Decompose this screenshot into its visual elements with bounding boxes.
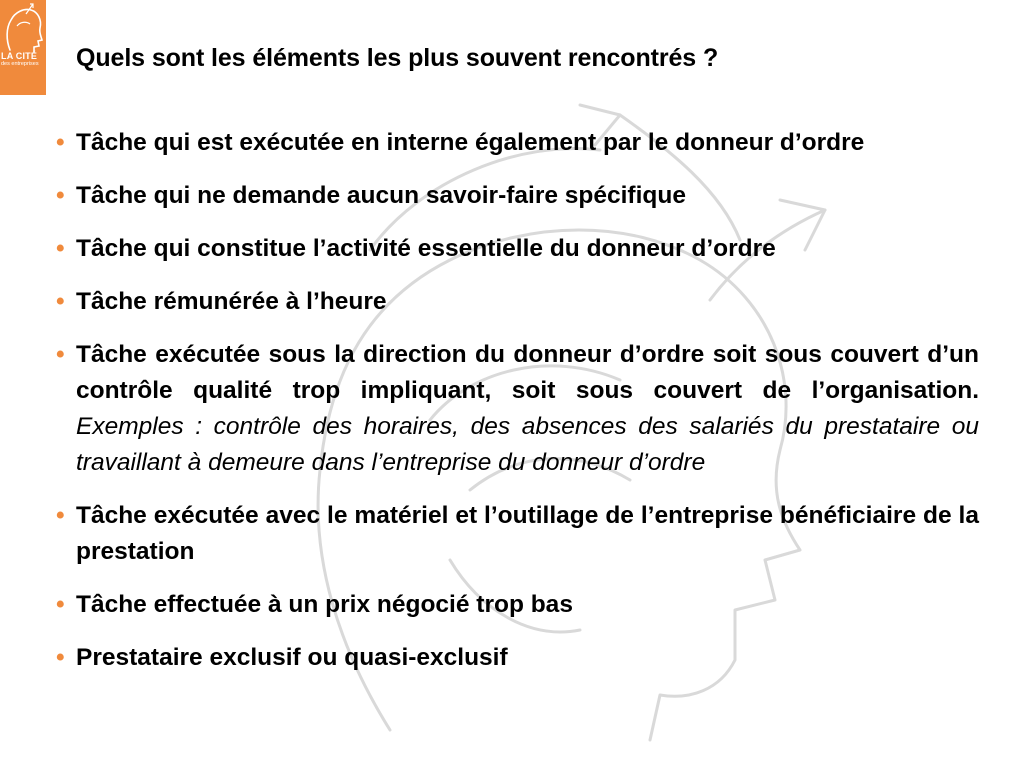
bullet-text: Tâche rémunérée à l’heure <box>76 288 387 315</box>
logo-name: LA CITÉ <box>1 51 38 61</box>
bullet-item <box>56 125 979 161</box>
bullet-list <box>56 125 979 693</box>
bullet-text: Tâche qui est exécutée en interne également par le donneur d’ordre <box>76 129 865 156</box>
bullet-marker: • <box>56 288 65 315</box>
bullet-item <box>56 284 979 320</box>
bullet-marker: • <box>56 591 65 618</box>
bullet-example-text: Exemples : contrôle des horaires, des absences des salariés du prestataire ou travaillant à demeure dans l’entreprise du donneur d’ordre <box>76 413 979 476</box>
bullet-text: Tâche effectuée à un prix négocié trop bas <box>76 591 573 618</box>
bullet-item <box>56 231 979 267</box>
bullet-marker: • <box>56 341 65 368</box>
bullet-marker: • <box>56 182 65 209</box>
bullet-item <box>56 178 979 214</box>
bullet-marker: • <box>56 502 65 529</box>
head-silhouette-icon <box>0 0 46 56</box>
bullet-text: Tâche qui ne demande aucun savoir-faire spécifique <box>76 182 686 209</box>
bullet-item <box>56 640 979 676</box>
bullet-item <box>56 337 979 481</box>
bullet-item <box>56 498 979 570</box>
brand-logo <box>0 0 46 95</box>
bullet-item <box>56 587 979 623</box>
bullet-marker: • <box>56 644 65 671</box>
bullet-text: Prestataire exclusif ou quasi-exclusif <box>76 644 508 671</box>
bullet-text: Tâche exécutée avec le matériel et l’outillage de l’entreprise bénéficiaire de la prestation <box>76 502 979 565</box>
bullet-marker: • <box>56 235 65 262</box>
slide-title: Quels sont les éléments les plus souvent rencontrés ? <box>76 44 719 72</box>
bullet-text: Tâche exécutée sous la direction du donneur d’ordre soit sous couvert d’un contrôle qualité trop impliquant, soit sous couvert de l’organisation. <box>76 341 979 404</box>
bullet-marker: • <box>56 129 65 156</box>
bullet-text: Tâche qui constitue l’activité essentielle du donneur d’ordre <box>76 235 776 262</box>
logo-subtitle: des entreprises <box>1 61 39 67</box>
